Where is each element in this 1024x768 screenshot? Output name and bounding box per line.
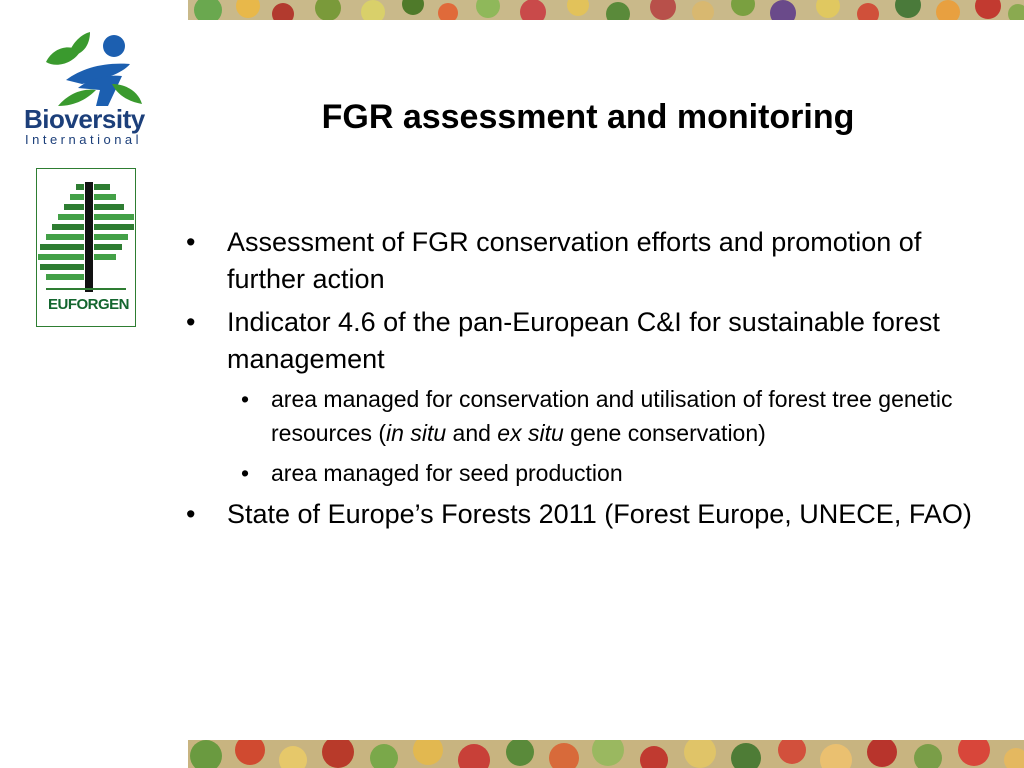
bioversity-figure-icon	[38, 28, 148, 110]
bullet-text: Indicator 4.6 of the pan-European C&I for sustainable forest management	[227, 307, 940, 374]
bullet-list	[186, 224, 986, 539]
bullet-state-of-forests	[186, 496, 986, 533]
sub-bullet-marker: •	[241, 386, 250, 412]
sub-bullet-text-and: and	[446, 420, 498, 446]
fruit-vegetable-banner-image	[188, 740, 1024, 768]
bullet-indicator	[186, 304, 986, 490]
fruit-vegetable-banner-image	[188, 0, 1024, 20]
sub-bullet-marker: •	[241, 460, 250, 486]
slide-title: FGR assessment and monitoring	[321, 98, 855, 136]
sub-bullet-text: area managed for seed production	[271, 460, 623, 486]
sub-bullet-seed-production	[227, 456, 986, 490]
bullet-assessment	[186, 224, 986, 298]
bioversity-subtitle: International	[25, 132, 143, 147]
bullet-marker: •	[186, 307, 196, 337]
sub-bullet-text-end: gene conservation)	[563, 420, 766, 446]
bullet-marker: •	[186, 227, 196, 257]
top-decorative-banner	[188, 0, 1024, 20]
bioversity-international-logo	[22, 28, 172, 148]
sub-bullet-text-start: area managed for conservation and utilisation of forest tree genetic resources (	[271, 386, 953, 446]
euforgen-logo	[36, 168, 136, 330]
euforgen-wordmark: EUFORGEN	[48, 296, 130, 313]
bullet-marker: •	[186, 499, 196, 529]
bioversity-wordmark: Bioversity	[24, 104, 145, 134]
in-situ-term: in situ	[386, 420, 447, 446]
sub-bullet-conservation-area	[227, 382, 986, 450]
sub-bullet-list	[227, 382, 986, 490]
bullet-text: Assessment of FGR conservation efforts and promotion of further action	[227, 227, 922, 294]
bullet-text: State of Europe’s Forests 2011 (Forest Europe, UNECE, FAO)	[227, 499, 972, 529]
bottom-decorative-banner	[188, 740, 1024, 768]
ex-situ-term: ex situ	[497, 420, 564, 446]
